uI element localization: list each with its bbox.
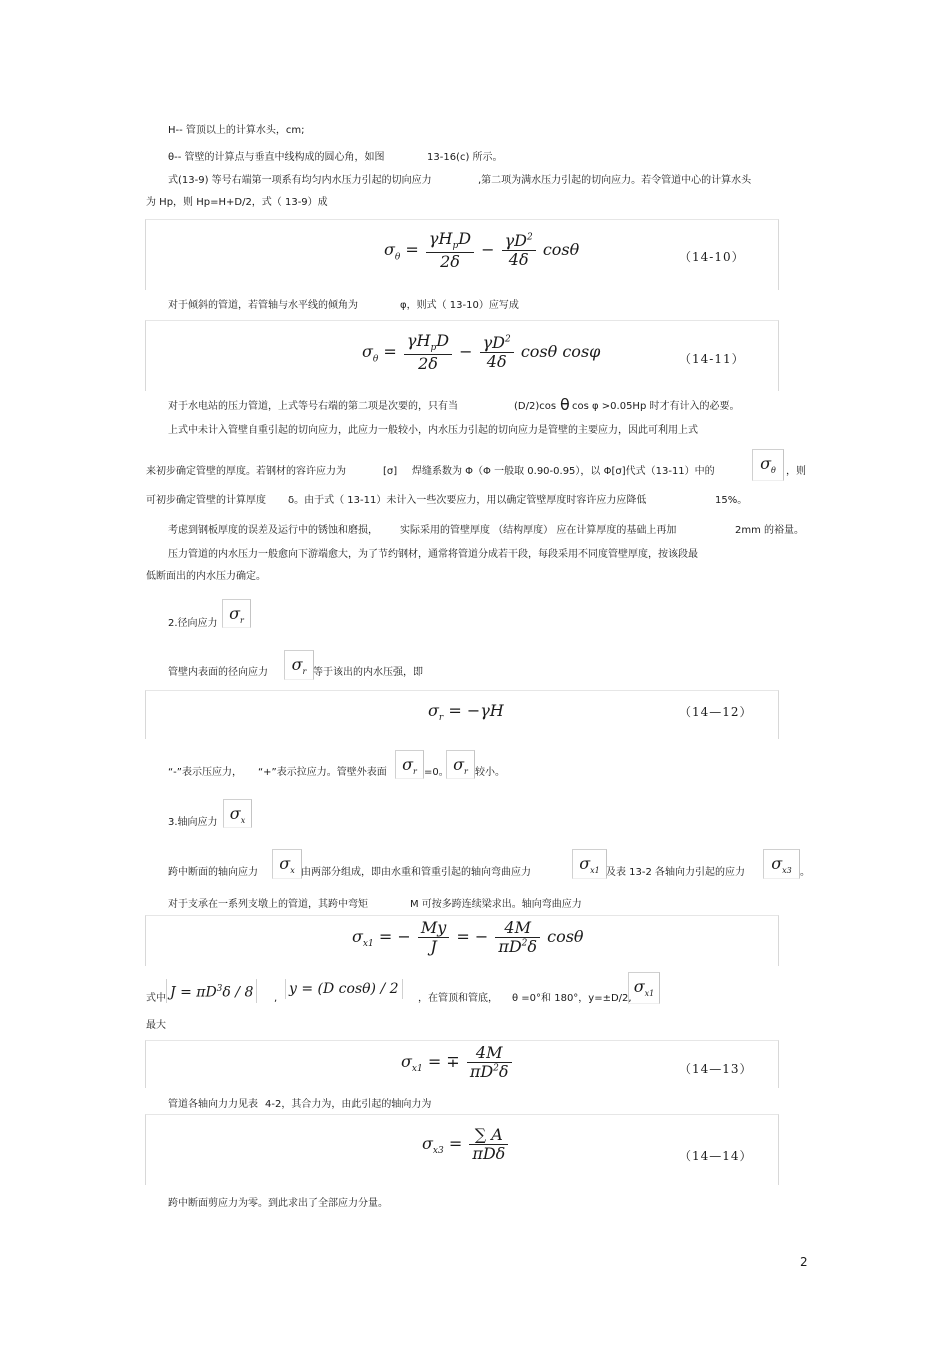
sigma-r-symbol: $\sigma_r$	[446, 750, 475, 779]
text-line: [σ]	[383, 466, 398, 477]
text-line: 低断面出的内水压力确定。	[146, 571, 266, 582]
text-line: 13-16(c) 所示。	[427, 152, 503, 163]
text-line: “-”表示压应力，	[168, 767, 242, 778]
equation-14-12: $\sigma_r = -\gamma H$	[428, 701, 504, 724]
equation-axial-bending: $\sigma_{x1}$ = − $\frac{My}{J}$ = − $\frac{4M}{\pi D^2\delta}$ cosθ	[352, 918, 584, 956]
text-line: ,第二项为满水压力引起的切向应力。若令管道中心的计算水头	[478, 175, 752, 186]
text-line: θ =0°和 180°，y=±D/2,	[512, 993, 632, 1004]
text-line: ,	[274, 993, 278, 1004]
equation-14-14: $\sigma_{x3}$ = $\frac{\sum A}{\text{πDδ}}$	[422, 1127, 510, 1162]
equation-14-10: $\sigma_\theta$ = $\frac{\gamma H_pD}{2\delta}$ − $\frac{\gamma D^2}{4\delta}$ cosθ	[384, 229, 580, 272]
text-line: 考虑到钢板厚度的误差及运行中的锈蚀和磨损，	[168, 525, 378, 536]
text-line: 压力管道的内水压力一般愈向下游端愈大，为了节约钢材，通常将管道分成若干段，每段采用不同度管壁厚度，按该段最	[168, 549, 698, 560]
equation-14-13: $\sigma_{x1}$ = ∓ $\frac{4M}{\pi D^2\delta}$	[401, 1045, 514, 1080]
text-line: 4-2，其合力为，由此引起的轴向力为	[265, 1099, 432, 1110]
text-line: H-- 管顶以上的计算水头，cm;	[168, 125, 305, 136]
text-line: 最大	[146, 1020, 166, 1031]
text-line: 对于倾斜的管道，若管轴与水平线的倾角为	[168, 300, 358, 311]
text-line: 跨中断面的轴向应力	[168, 867, 258, 878]
section-heading: 3.轴向应力	[168, 817, 218, 828]
page-number: 2	[800, 1255, 808, 1269]
equation-number: （14-11）	[679, 352, 745, 366]
text-line: 较小。	[475, 767, 505, 778]
text-line: 15%。	[715, 495, 748, 506]
equation-14-11: $\sigma_\theta$ = $\frac{\gamma H_pD}{2\delta}$ − $\frac{\gamma D^2}{4\delta}$ cosθ cosφ	[362, 331, 601, 374]
equation-number: （14—14）	[679, 1149, 753, 1163]
sigma-r-symbol: $\sigma_r$	[395, 750, 424, 779]
text-line: φ，则式（ 13-10）应写成	[400, 300, 519, 311]
sigma-x-symbol: $\sigma_x$	[223, 799, 252, 828]
text-line: 管壁内表面的径向应力	[168, 667, 268, 678]
text-line: 跨中断面剪应力为零。到此求出了全部应力分量。	[168, 1198, 388, 1209]
equation-number: （14-10）	[679, 250, 745, 264]
sigma-theta-symbol: $\sigma_\theta$	[752, 449, 784, 481]
text-line: ，在管顶和管底，	[418, 993, 498, 1004]
text-line: cos φ >0.05Hp 时才有计入的必要。	[572, 401, 740, 412]
sigma-r-symbol: $\sigma_r$	[284, 650, 314, 680]
text-line: 2mm 的裕量。	[735, 525, 805, 536]
section-heading: 2.径向应力	[168, 618, 218, 629]
text-line: 由两部分组成，即由水重和管重引起的轴向弯曲应力	[301, 867, 531, 878]
text-line: 上式中未计入管壁自重引起的切向应力，此应力一般较小，内水压力引起的切向应力是管壁的主要应力，因此可利用上式	[168, 425, 698, 436]
text-line: 为 Hp，则 Hp=H+D/2，式（ 13-9）成	[146, 197, 328, 208]
text-line: 对于支承在一系列支墩上的管道，其跨中弯矩	[168, 899, 368, 910]
sigma-x3-symbol: $\sigma_{x3}$	[763, 849, 800, 879]
inline-formula-J: $J = \pi D^3\delta / 8$	[166, 979, 257, 1003]
text-line: 可初步确定管壁的计算厚度	[146, 495, 266, 506]
text-line: 等于该出的内水压强，即	[313, 667, 423, 678]
text-line: ，则	[786, 466, 806, 477]
text-line: 实际采用的管壁厚度 （结构厚度） 应在计算厚度的基础上再加	[400, 525, 677, 536]
sigma-x-symbol: $\sigma_x$	[272, 849, 302, 879]
text-line: θ	[560, 395, 570, 414]
sigma-r-symbol: $\sigma_r$	[222, 599, 251, 628]
text-line: θ-- 管壁的计算点与垂直中线构成的圆心角，如图	[168, 152, 385, 163]
text-line: 对于水电站的压力管道，上式等号右端的第二项是次要的，只有当	[168, 401, 458, 412]
text-line: 式(13-9) 等号右端第一项系有均匀内水压力引起的切向应力	[168, 175, 432, 186]
sigma-x1-symbol: $\sigma_{x1}$	[628, 972, 660, 1004]
text-line: (D/2)cos	[514, 401, 557, 412]
equation-number: （14—12）	[679, 705, 753, 719]
text-line: 管道各轴向力力见表	[168, 1099, 258, 1110]
inline-formula-y: y = (D cosθ) / 2	[285, 979, 403, 999]
text-line: “+”表示拉应力。管壁外表面	[258, 767, 387, 778]
text-line: M 可按多跨连续梁求出。轴向弯曲应力	[410, 899, 582, 910]
text-line: =0。	[424, 767, 449, 778]
text-line: 焊缝系数为 Φ（Φ 一般取 0.90-0.95），以 Φ[σ]代式（13-11）中的	[412, 466, 715, 477]
sigma-x1-symbol: $\sigma_{x1}$	[572, 849, 607, 879]
text-line: δ。由于式（ 13-11）未计入一些次要应力，用以确定管壁厚度时容许应力应降低	[288, 495, 647, 506]
text-line: 及表 13-2 各轴向力引起的应力	[606, 867, 746, 878]
text-line: 。	[800, 867, 810, 878]
equation-number: （14—13）	[679, 1062, 753, 1076]
text-line: 式中	[146, 993, 166, 1004]
text-line: 来初步确定管壁的厚度。若钢材的容许应力为	[146, 466, 346, 477]
